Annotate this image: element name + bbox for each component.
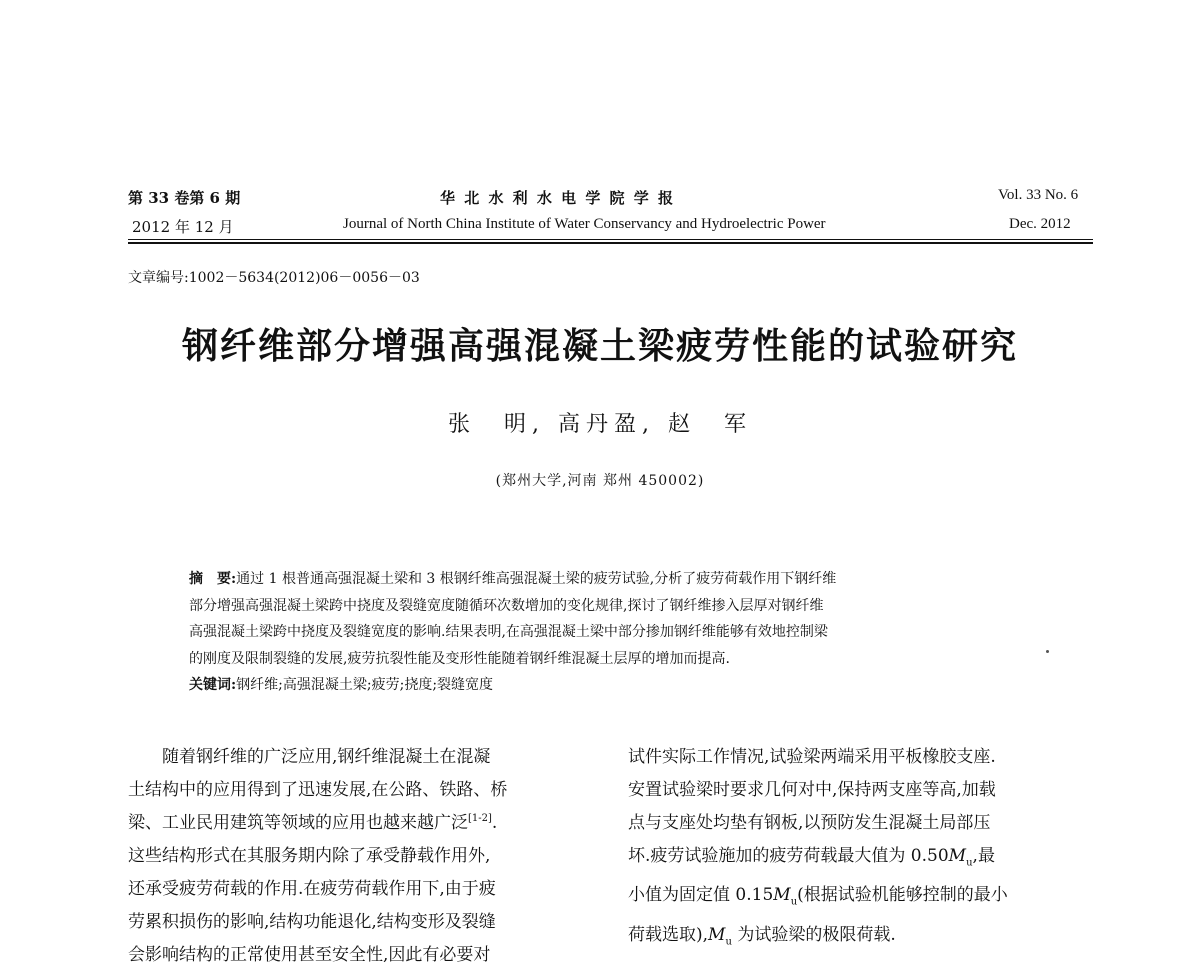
header-rule-thick [128,242,1093,244]
math-symbol: M [708,924,726,945]
body-text: 荷载选取), [628,924,709,945]
body-text: 梁、工业民用建筑等领域的应用也越来越广泛 [128,813,468,833]
body-line [628,840,1083,879]
abstract-line: 部分增强高强混凝土梁跨中挠度及裂缝宽度随循环次数增加的变化规律,探讨了钢纤维掺入层厚对钢纤维 [189,597,824,614]
math-symbol: M [948,846,967,866]
body-line: 安置试验梁时要求几何对中,保持两支座等高,加载 [628,780,996,800]
volume-issue-cn: 第 33 卷第 6 期 [128,189,241,207]
math-subscript: u [790,896,798,908]
abstract-line: 高强混凝土梁跨中挠度及裂缝宽度的影响.结果表明,在高强混凝土梁中部分掺加钢纤维能够有效地控制梁 [189,624,828,640]
body-line: 会影响结构的正常使用甚至安全性,因此有必要对 [128,945,491,965]
math-symbol: M [773,885,791,906]
abstract [189,566,1019,699]
article-number: 文章编号:1002－5634(2012)06－0056－03 [128,270,420,286]
body-column-left [128,741,583,972]
volume-issue-en: Vol. 33 No. 6 [998,187,1079,203]
date-en: Dec. 2012 [1009,216,1071,232]
body-text: 为试验梁的极限荷载. [731,924,896,945]
abstract-text: 通过 1 根普通高强混凝土梁和 3 根钢纤维高强混凝土梁的疲劳试验,分析了疲劳荷载作用下钢纤维 [236,571,837,587]
journal-name-en: Journal of North China Institute of Water Conservancy and Hydroelectric Power [343,216,826,232]
body-column-right [628,741,1083,958]
body-text: (根据试验机能够控制的最小 [797,885,1008,906]
header-rule-thin [128,239,1093,240]
body-line [628,919,1083,958]
abstract-line [189,566,1019,593]
keywords-text: 钢纤维;高强混凝土梁;疲劳;挠度;裂缝宽度 [236,677,494,693]
body-text: 坏.疲劳试验施加的疲劳荷载最大值为 0.50 [628,846,949,866]
article-title: 钢纤维部分增强高强混凝土梁疲劳性能的试验研究 [181,326,1018,367]
math-subscript: u [966,857,973,869]
body-line: 土结构中的应用得到了迅速发展,在公路、铁路、桥 [128,780,508,800]
abstract-line: 的刚度及限制裂缝的发展,疲劳抗裂性能及变形性能随着钢纤维混凝土层厚的增加而提高. [189,650,730,667]
body-line: 这些结构形式在其服务期内除了承受静载作用外, [128,846,491,866]
body-text: 小值为固定值 0.15 [628,885,774,906]
body-line [128,807,583,840]
keywords-line [189,672,1019,699]
authors: 张 明, 高丹盈, 赵 军 [448,412,752,437]
journal-name-cn: 华 北 水 利 水 电 学 院 学 报 [440,189,676,207]
affiliation: (郑州大学,河南 郑州 450002) [495,473,705,489]
math-subscript: u [725,936,732,948]
date-cn: 2012 年 12 月 [132,218,234,236]
body-line: 试件实际工作情况,试验梁两端采用平板橡胶支座. [628,747,996,767]
body-text: ,最 [972,846,995,866]
scan-speck [1046,650,1049,653]
keywords-label: 关键词: [189,677,237,693]
abstract-label: 摘 要: [189,571,237,587]
body-line: 随着钢纤维的广泛应用,钢纤维混凝土在混凝 [128,747,491,767]
body-line: 还承受疲劳荷载的作用.在疲劳荷载作用下,由于疲 [128,879,496,899]
body-text: . [491,813,498,833]
citation-ref: [1-2] [468,813,492,824]
body-line: 劳累积损伤的影响,结构功能退化,结构变形及裂缝 [128,912,496,932]
body-line: 点与支座处均垫有钢板,以预防发生混凝土局部压 [628,813,991,833]
body-line [628,879,1083,918]
